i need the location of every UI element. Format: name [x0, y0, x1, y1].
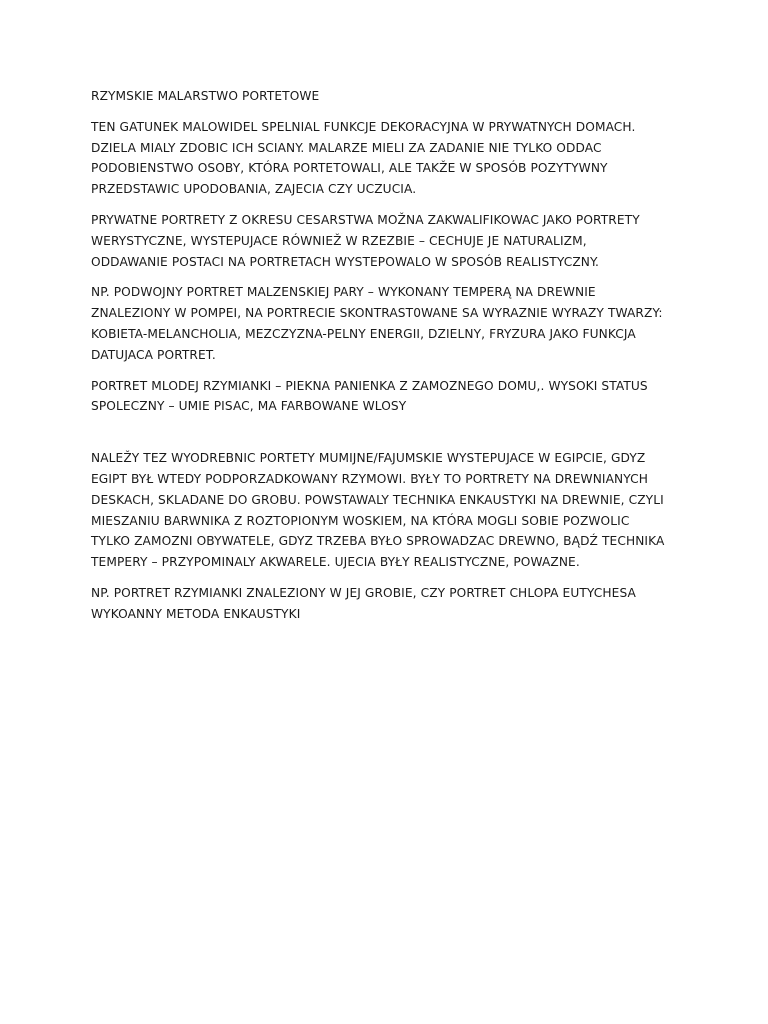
text-line: DZIELA MIALY ZDOBIC ICH SCIANY. MALARZE MIELI ZA ZADANIE NIE TYLKO ODDAC: [91, 140, 602, 155]
text-line: DESKACH, SKLADANE DO GROBU. POWSTAWALY TECHNIKA ENKAUSTYKI NA DREWNIE, CZYLI: [91, 492, 664, 507]
text-line: WERYSTYCZNE, WYSTEPUJACE RÓWNIEŽ W RZEZBIE – CECHUJE JE NATURALIZM,: [91, 233, 587, 248]
text-line: PODOBIENSTWO OSOBY, KTÓRA PORTETOWALI, ALE TAKŽE W SPOSÓB POZYTYWNY: [91, 161, 608, 176]
text-line: ZNALEZIONY W POMPEI, NA PORTRECIE SKONTRAST0WANE SA WYRAZNIE WYRAZY TWARZY:: [91, 306, 663, 321]
text-line: NP. PORTRET RZYMIANKI ZNALEZIONY W JEJ GROBIE, CZY PORTRET CHLOPA EUTYCHESA: [91, 585, 636, 600]
document-body: [91, 86, 691, 635]
text-line: DATUJACA PORTRET.: [91, 347, 216, 362]
text-line: PRYWATNE PORTRETY Z OKRESU CESARSTWA MOŽNA ZAKWALIFIKOWAC JAKO PORTRETY: [91, 212, 640, 227]
text-line: TEMPERY – PRZYPOMINALY AKWARELE. UJECIA BYŁY REALISTYCZNE, POWAZNE.: [91, 555, 580, 570]
paragraph-2: [91, 210, 691, 272]
text-line: PORTRET MLODEJ RZYMIANKI – PIEKNA PANIENKA Z ZAMOZNEGO DOMU,. WYSOKI STATUS: [91, 378, 648, 393]
text-line: NP. PODWOJNY PORTRET MALZENSKIEJ PARY – WYKONANY TEMPERĄ NA DREWNIE: [91, 285, 596, 300]
text-line: ODDAWANIE POSTACI NA PORTRETACH WYSTEPOWALO W SPOSÓB REALISTYCZNY.: [91, 254, 600, 269]
text-line: MIESZANIU BARWNIKA Z ROZTOPIONYM WOSKIEM, NA KTÓRA MOGLI SOBIE POZWOLIC: [91, 513, 630, 528]
paragraph-6: [91, 583, 691, 625]
text-line: SPOLECZNY – UMIE PISAC, MA FARBOWANE WLOSY: [91, 399, 407, 414]
paragraph-5: [91, 448, 691, 573]
text-line: EGIPT BYŁ WTEDY PODPORZADKOWANY RZYMOWI. BYŁY TO PORTRETY NA DREWNIANYCH: [91, 471, 649, 486]
text-line: NALEŽY TEZ WYODREBNIC PORTETY MUMIJNE/FAJUMSKIE WYSTEPUJACE W EGIPCIE, GDYZ: [91, 451, 646, 466]
paragraph-1: [91, 117, 691, 200]
paragraph-3: [91, 282, 691, 365]
document-title: RZYMSKIE MALARSTWO PORTETOWE: [91, 89, 320, 103]
text-line: WYKOANNY METODA ENKAUSTYKI: [91, 606, 301, 621]
text-line: KOBIETA-MELANCHOLIA, MEZCZYZNA-PELNY ENERGII, DZIELNY, FRYZURA JAKO FUNKCJA: [91, 326, 636, 341]
text-line: TEN GATUNEK MALOWIDEL SPELNIAL FUNKCJE DEKORACYJNA W PRYWATNYCH DOMACH.: [91, 119, 636, 134]
text-line: TYLKO ZAMOZNI OBYWATELE, GDYZ TRZEBA BYŁO SPROWADZAC DREWNO, BĄDŹ TECHNIKA: [91, 534, 665, 549]
text-line: PRZEDSTAWIC UPODOBANIA, ZAJECIA CZY UCZUCIA.: [91, 182, 417, 197]
paragraph-4: [91, 376, 691, 418]
